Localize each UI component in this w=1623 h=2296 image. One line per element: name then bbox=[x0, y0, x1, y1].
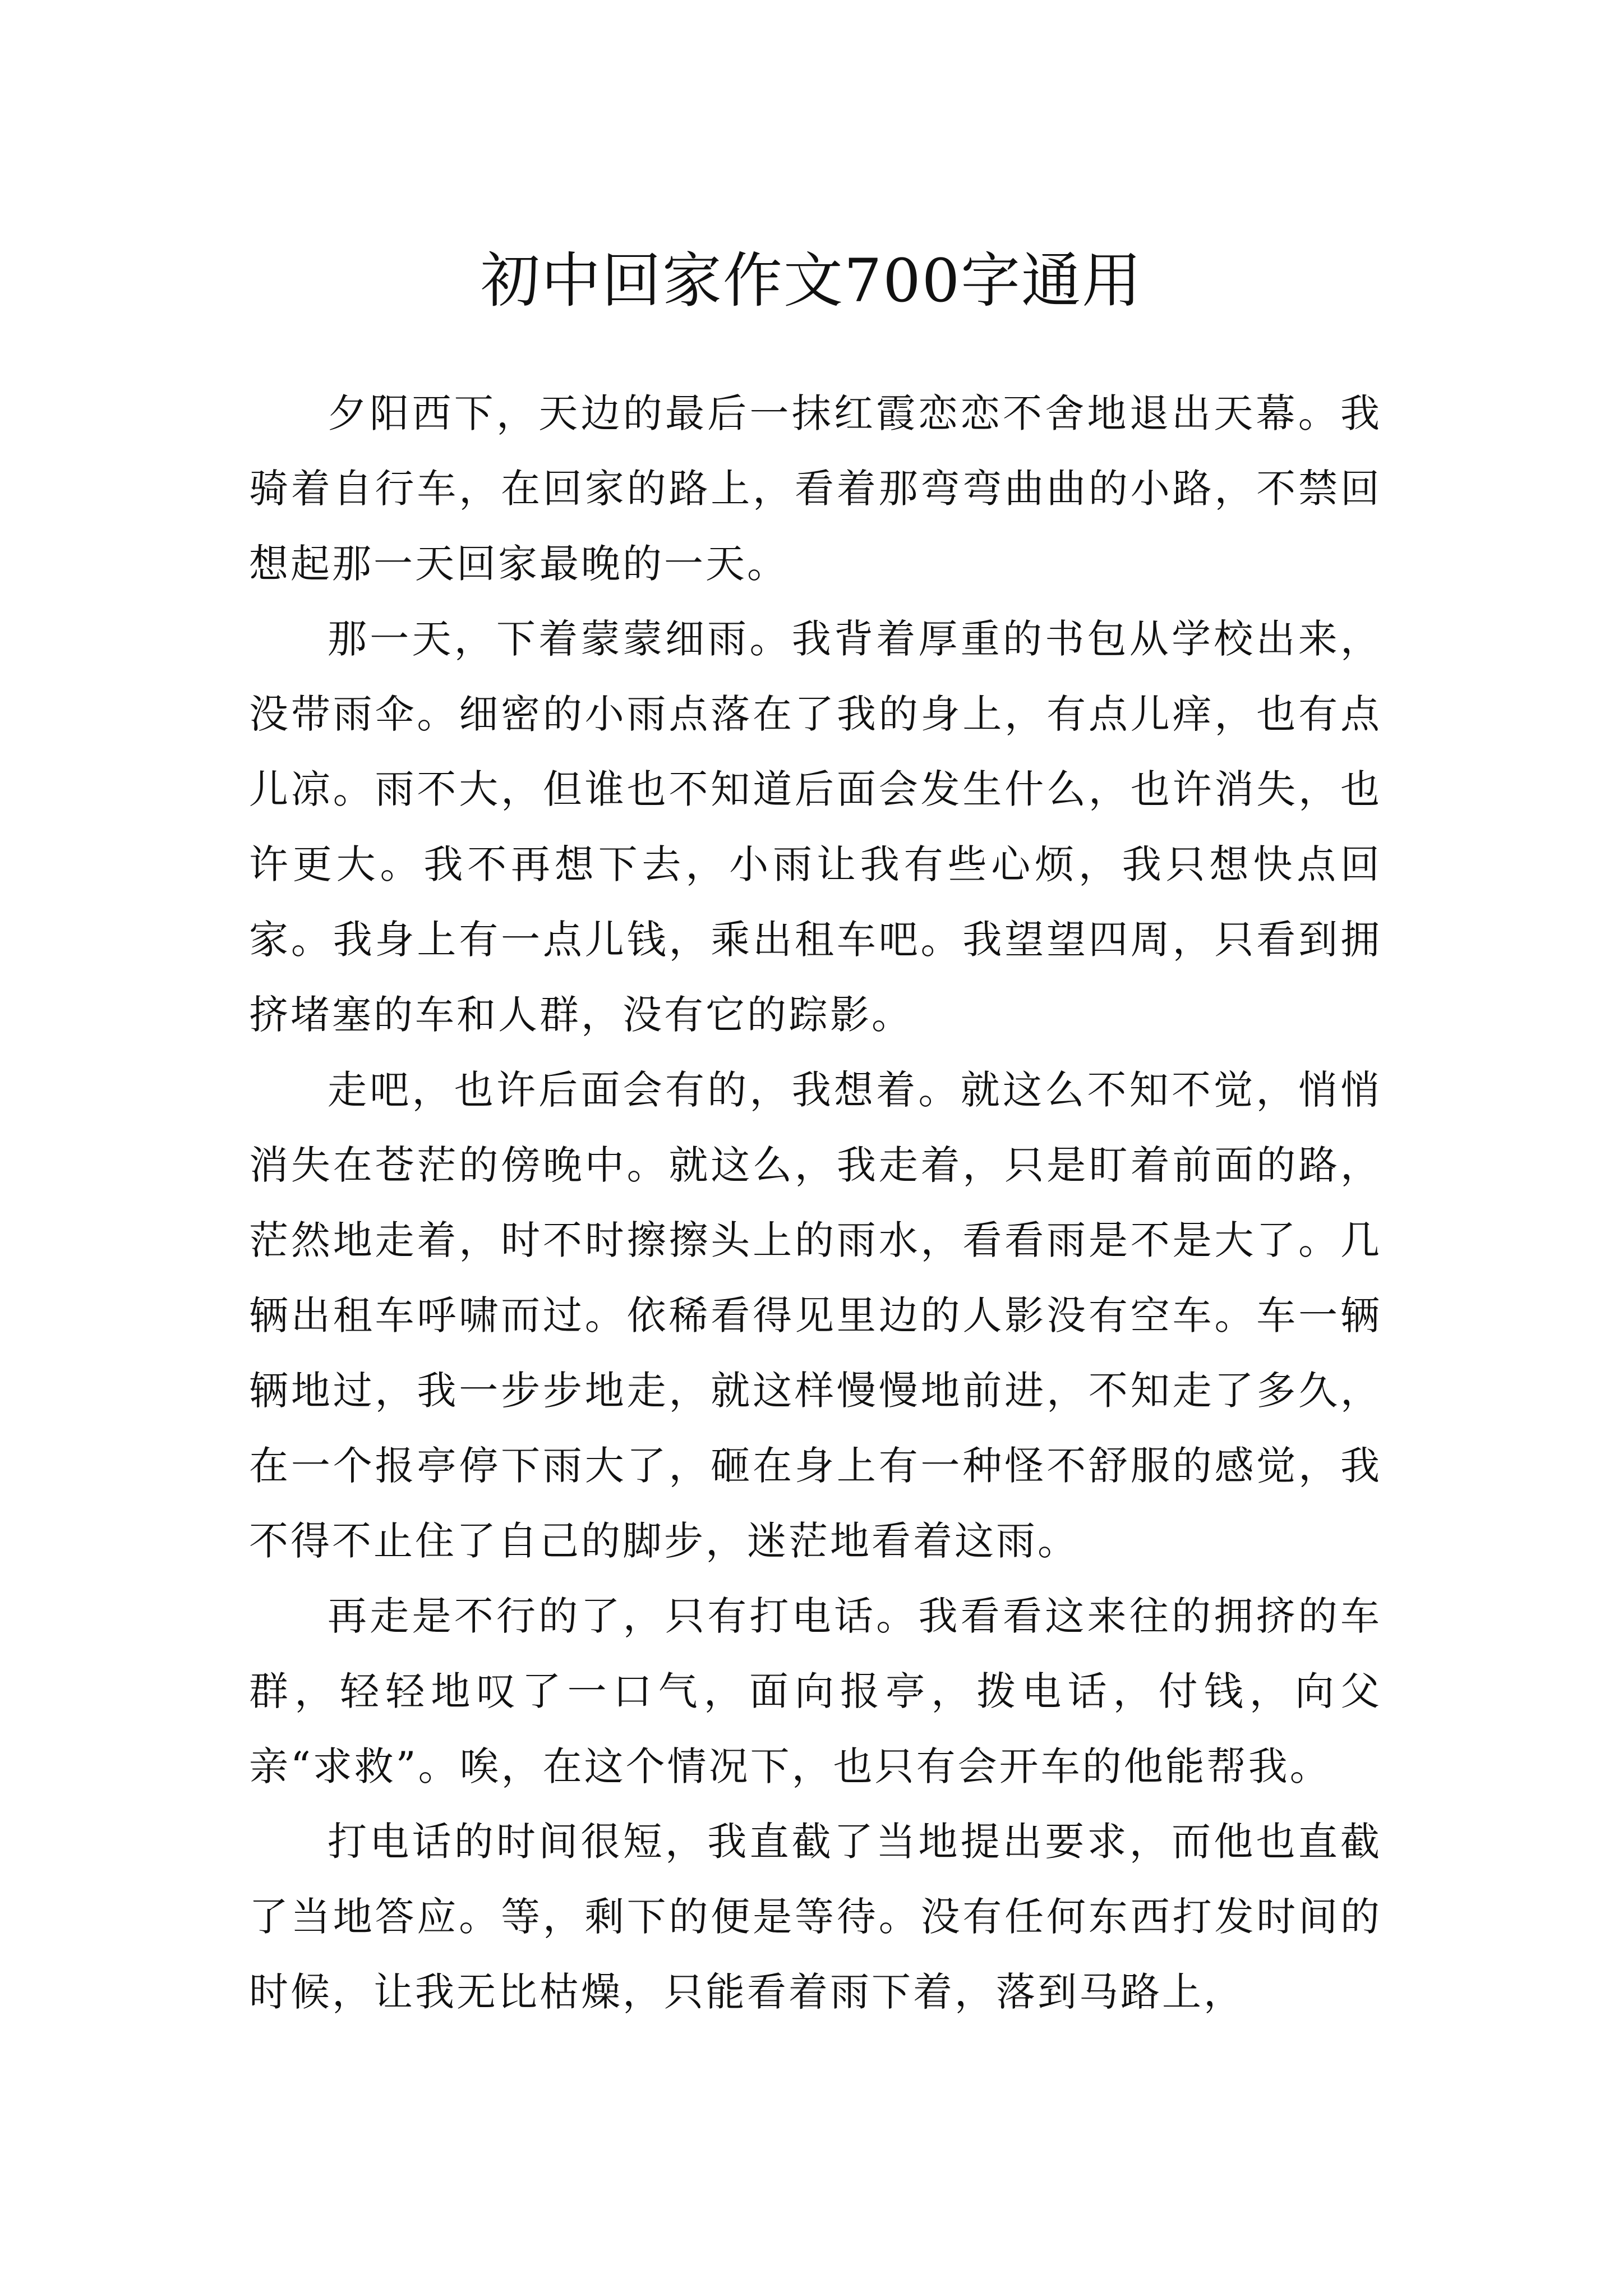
paragraph: 打电话的时间很短，我直截了当地提出要求，而他也直截了当地答应。等，剩下的便是等待。没有任何东西打发时间的时候，让我无比枯燥，只能看着雨下着，落到马路上， bbox=[249, 1819, 1382, 2015]
document-body bbox=[249, 376, 1382, 2030]
paragraph: 夕阳西下，天边的最后一抹红霞恋恋不舍地退出天幕。我骑着自行车，在回家的路上，看着那弯弯曲曲的小路，不禁回想起那一天回家最晚的一天。 bbox=[249, 390, 1382, 587]
document-title: 初中回家作文700字通用 bbox=[480, 246, 1143, 316]
paragraph: 再走是不行的了，只有打电话。我看看这来往的拥挤的车群，轻轻地叹了一口气，面向报亭，拨电话，付钱，向父亲“求救”。唉，在这个情况下，也只有会开车的他能帮我。 bbox=[249, 1593, 1382, 1789]
paragraph: 走吧，也许后面会有的，我想着。就这么不知不觉，悄悄消失在苍茫的傍晚中。就这么，我走着，只是盯着前面的路，茫然地走着，时不时擦擦头上的雨水，看看雨是不是大了。几辆出租车呼啸而过。依稀看得见里边的人影没有空车。车一辆辆地过，我一步步地走，就这样慢慢地前进，不知走了多久，在一个报亭停下雨大了，砸在身上有一种怪不舒服的感觉，我不得不止住了自己的脚步，迷茫地看着这雨。 bbox=[249, 1067, 1382, 1564]
paragraph: 那一天，下着蒙蒙细雨。我背着厚重的书包从学校出来，没带雨伞。细密的小雨点落在了我的身上，有点儿痒，也有点儿凉。雨不大，但谁也不知道后面会发生什么，也许消失，也许更大。我不再想下去，小雨让我有些心烦，我只想快点回家。我身上有一点儿钱，乘出租车吧。我望望四周，只看到拥挤堵塞的车和人群，没有它的踪影。 bbox=[249, 616, 1382, 1038]
